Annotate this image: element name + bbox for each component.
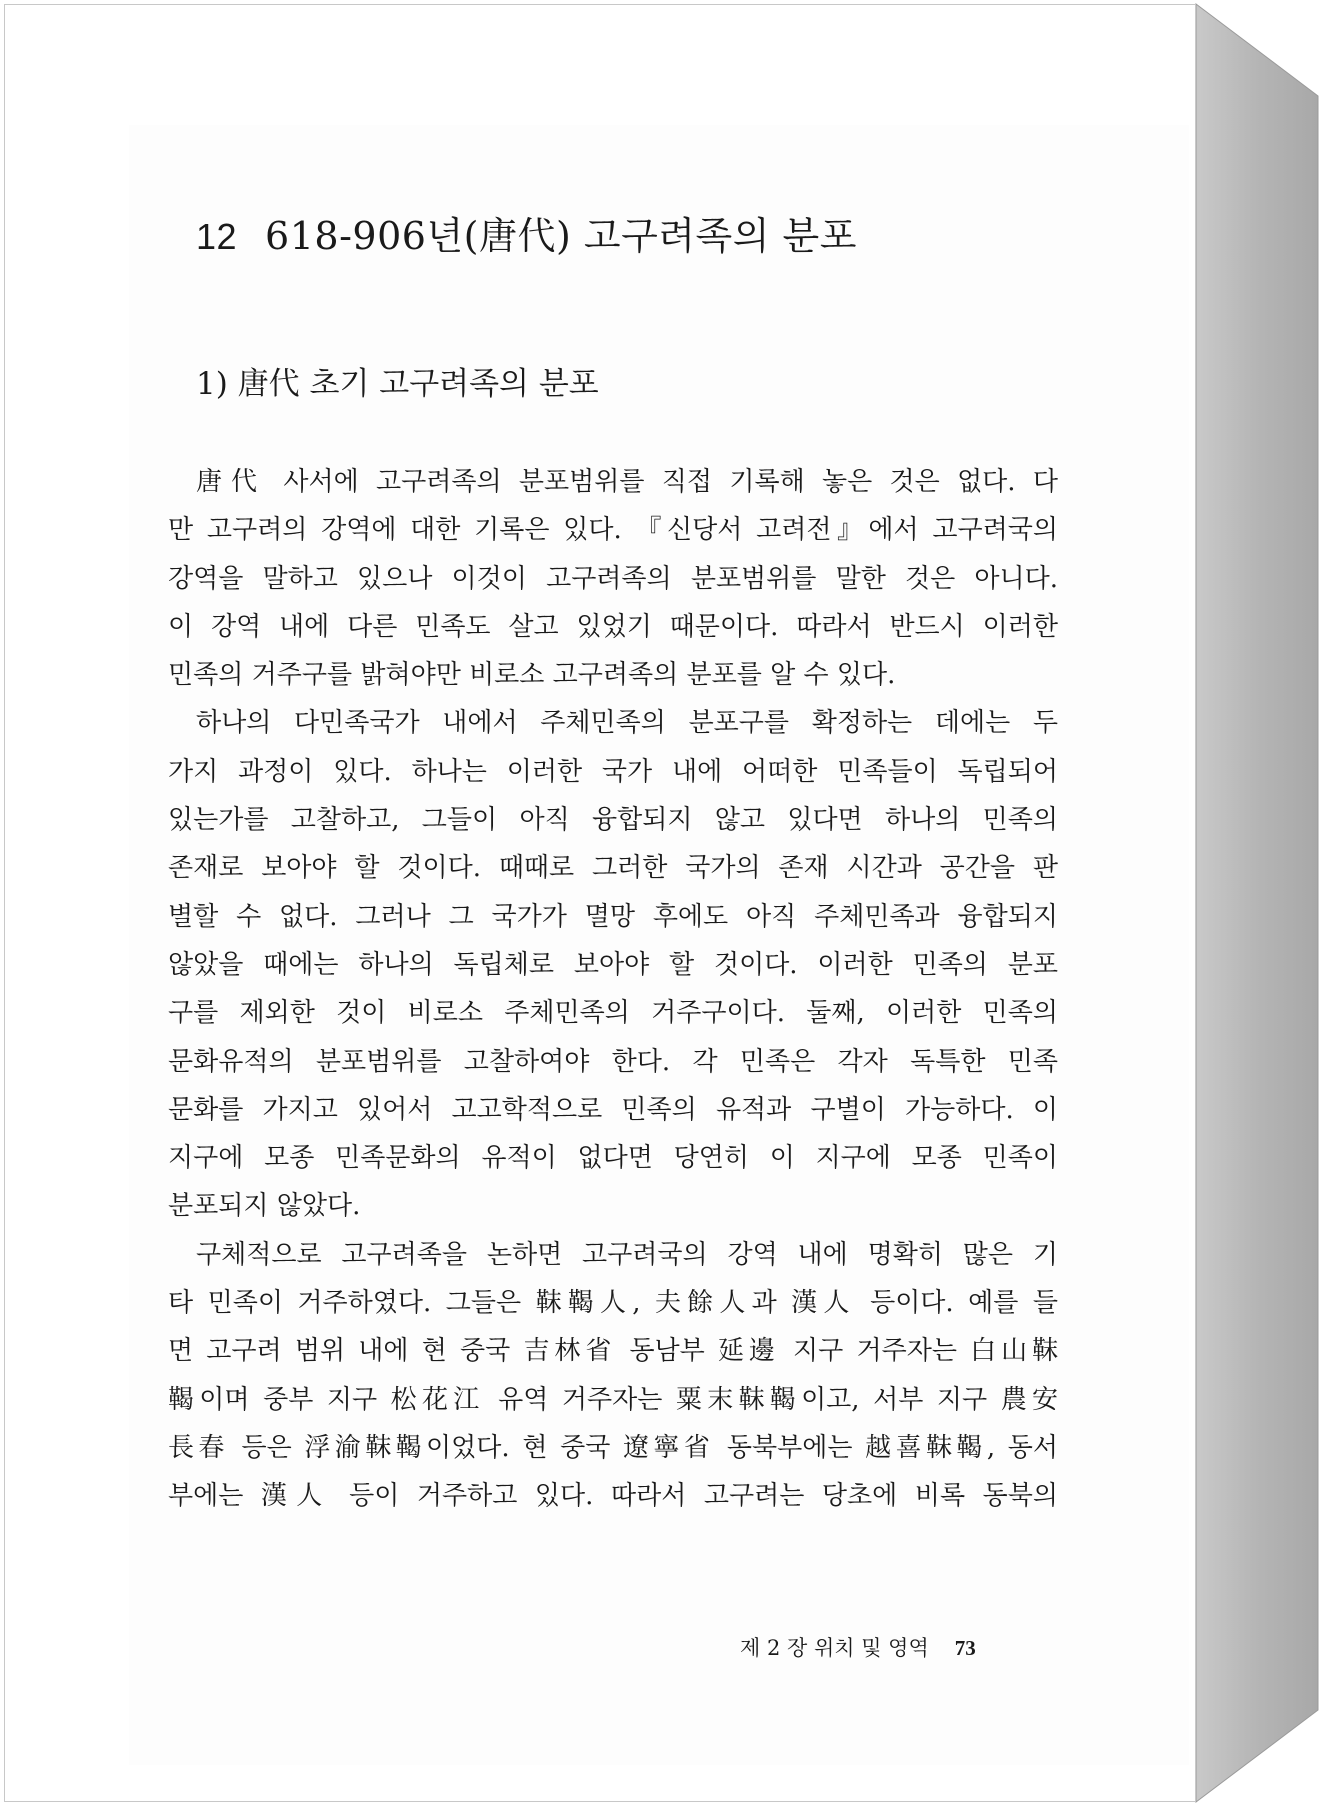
body-text [168,458,1058,1521]
text-line: 鞨이며 중부 지구 松花江 유역 거주자는 粟末靺鞨이고, 서부 지구 農安 [168,1384,1058,1415]
text-line: 문화를 가지고 있어서 고고학적으로 민족의 유적과 구별이 가능하다. 이 [168,1094,1058,1125]
text-line: 민족의 거주구를 밝혀야만 비로소 고구려족의 분포를 알 수 있다. [168,660,896,691]
page-footer [740,1632,976,1662]
text-line: 강역을 말하고 있으나 이것이 고구려족의 분포범위를 말한 것은 아니다. [168,563,1058,594]
text-line: 타 민족이 거주하였다. 그들은 靺鞨人, 夫餘人과 漢人 등이다. 예를 들 [168,1288,1058,1319]
text-line: 구체적으로 고구려족을 논하면 고구려국의 강역 내에 명확히 많은 기 [196,1239,1058,1270]
text-line: 唐代 사서에 고구려족의 분포범위를 직접 기록해 놓은 것은 없다. 다 [196,467,1058,497]
chapter-title: 618-906년(唐代) 고구려족의 분포 [265,214,857,258]
text-line: 부에는 漢人 등이 거주하고 있다. 따라서 고구려는 당초에 비록 동북의 [168,1481,1058,1512]
footer-chapter-label: 제 2 장 위치 및 영역 [740,1636,929,1660]
text-line: 만 고구려의 강역에 대한 기록은 있다. 『신당서 고려전』에서 고구려국의 [168,515,1058,546]
section-heading: 1) 唐代 초기 고구려족의 분포 [196,366,599,402]
text-line: 長春 등은 浮渝靺鞨이었다. 현 중국 遼寧省 동북부에는 越喜靺鞨, 동서 [168,1432,1058,1463]
text-line: 문화유적의 분포범위를 고찰하여야 한다. 각 민족은 각자 독특한 민족 [168,1046,1058,1077]
text-line: 존재로 보아야 할 것이다. 때때로 그러한 국가의 존재 시간과 공간을 판 [168,853,1058,884]
text-line: 가지 과정이 있다. 하나는 이러한 국가 내에 어떠한 민족들이 독립되어 [168,756,1058,787]
text-line: 별할 수 없다. 그러나 그 국가가 멸망 후에도 아직 주체민족과 융합되지 [168,901,1058,932]
chapter-heading [196,205,857,260]
text-line: 분포되지 않았다. [168,1191,361,1222]
text-line: 구를 제외한 것이 비로소 주체민족의 거주구이다. 둘째, 이러한 민족의 [168,998,1058,1029]
chapter-number: 12 [196,216,238,257]
text-line: 있는가를 고찰하고, 그들이 아직 융합되지 않고 있다면 하나의 민족의 [168,805,1058,836]
page-number: 73 [954,1636,976,1660]
text-line: 지구에 모종 민족문화의 유적이 없다면 당연히 이 지구에 모종 민족이 [168,1143,1058,1174]
text-line: 면 고구려 범위 내에 현 중국 吉林省 동남부 延邊 지구 거주자는 白山靺 [168,1336,1058,1367]
text-line: 이 강역 내에 다른 민족도 살고 있었기 때문이다. 따라서 반드시 이러한 [168,611,1058,642]
text-line: 않았을 때에는 하나의 독립체로 보아야 할 것이다. 이러한 민족의 분포 [168,949,1058,980]
text-line: 하나의 다민족국가 내에서 주체민족의 분포구를 확정하는 데에는 두 [196,708,1058,739]
